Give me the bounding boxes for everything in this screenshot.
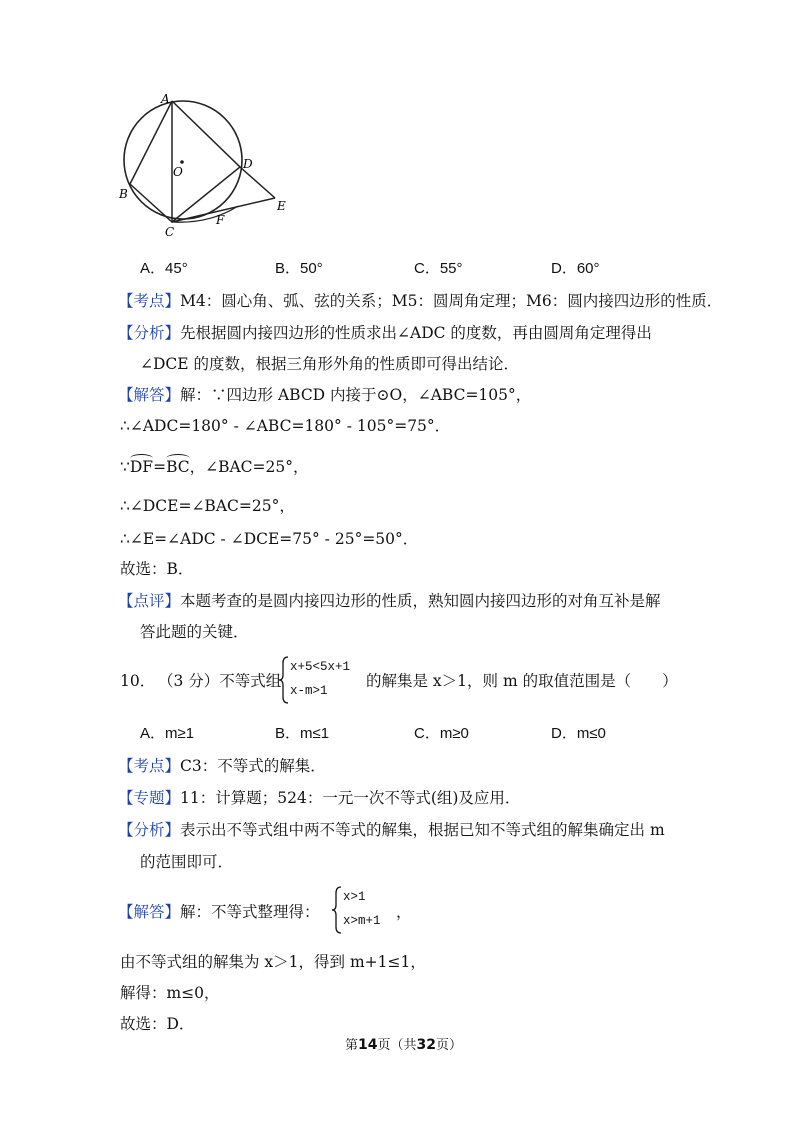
q10-jieda-tag: 【解答】 xyxy=(118,903,181,921)
label-f: F xyxy=(216,213,225,227)
footer-mid: 页（共 xyxy=(377,1038,417,1053)
q10-fenxi xyxy=(118,818,665,840)
q10-fenxi-line1: 表示出不等式组中两不等式的解集，根据已知不等式组的解集确定出 m xyxy=(180,821,665,839)
q10-fenxi-line2: 的范围即可． xyxy=(140,853,234,871)
q10-fenxi-tag: 【分析】 xyxy=(118,821,181,839)
q9-jieda xyxy=(118,383,531,405)
q10-kaodian-text: C3：不等式的解集． xyxy=(180,757,326,775)
label-b: B xyxy=(119,187,128,201)
q9-step1: ∴∠ADC=180° - ∠ABC=180° - 105°=75°． xyxy=(120,417,451,435)
sys-line1: x+5<5x+1 xyxy=(290,660,351,674)
zhuanti-tag: 【专题】 xyxy=(118,789,181,807)
q9-fenxi-line2: ∠DCE 的度数，根据三角形外角的性质即可得出结论． xyxy=(140,355,520,373)
dianping-line1: 本题考查的是圆内接四边形的性质，熟知圆内接四边形的对角互补是解 xyxy=(180,592,661,610)
q9-step2 xyxy=(120,455,309,477)
step2-suffix: ，∠BAC=25°， xyxy=(189,458,309,476)
footer-page: 14 xyxy=(358,1037,378,1053)
q10-kaodian xyxy=(118,754,326,776)
equals: = xyxy=(153,458,167,476)
jieda-sys-line1: x>1 xyxy=(343,890,366,904)
q10-option-d: D．m≤0 xyxy=(551,725,606,742)
label-o: O xyxy=(173,165,183,179)
q10-zhuanti xyxy=(118,786,520,808)
q9-option-a: A．45° xyxy=(140,260,188,277)
arc-bc: BC xyxy=(166,458,190,476)
arc-df: DF xyxy=(129,458,154,476)
footer-pre: 第 xyxy=(345,1038,359,1053)
page-footer xyxy=(345,1034,462,1053)
q9-dianping xyxy=(118,589,661,611)
q10-step2: 解得：m≤0， xyxy=(120,984,220,1002)
q9-choose: 故选：B． xyxy=(120,560,194,578)
because-symbol: ∵ xyxy=(120,458,130,476)
label-a: A xyxy=(161,92,170,106)
q10-number: 10． xyxy=(120,672,156,690)
q10-after: 的解集是 x＞1，则 m 的取值范围是（ ） xyxy=(366,672,678,690)
kaodian-tag: 【考点】 xyxy=(118,292,181,310)
zhuanti-text: 11：计算题；524：一元一次不等式(组)及应用． xyxy=(180,789,521,807)
dianping-tag: 【点评】 xyxy=(118,592,181,610)
q9-option-d: D．60° xyxy=(551,260,600,277)
q9-option-c: C．55° xyxy=(414,260,463,277)
jieda-text: 解：∵四边形 ABCD 内接于⊙O，∠ABC=105°， xyxy=(180,386,532,404)
jieda-sys-line2: x>m+1 xyxy=(343,914,381,928)
q9-fenxi xyxy=(118,321,652,343)
q10-score: （3 分）不等式组 xyxy=(158,672,282,690)
q9-option-b: B．50° xyxy=(275,260,323,277)
kaodian-text: M4：圆心角、弧、弦的关系；M5：圆周角定理；M6：圆内接四边形的性质． xyxy=(180,292,723,310)
q10-step1: 由不等式组的解集为 x＞1，得到 m+1≤1， xyxy=(120,953,426,971)
fenxi-tag: 【分析】 xyxy=(118,324,181,342)
label-c: C xyxy=(165,225,175,238)
brace-icon xyxy=(331,885,343,935)
q9-step3: ∴∠DCE=∠BAC=25°， xyxy=(120,497,295,515)
q10-jieda-tail: ， xyxy=(396,903,412,921)
line-de xyxy=(240,167,275,198)
q10-inequality-system xyxy=(278,655,368,705)
q10-jieda-text: 解：不等式整理得： xyxy=(180,903,320,921)
fenxi-line1: 先根据圆内接四边形的性质求出∠ADC 的度数，再由圆周角定理得出 xyxy=(180,324,652,342)
q10-option-b: B．m≤1 xyxy=(275,725,330,742)
q9-kaodian xyxy=(118,289,722,311)
q9-step4: ∴∠E=∠ADC - ∠DCE=75° - 25°=50°． xyxy=(120,530,419,548)
brace-icon xyxy=(278,655,290,705)
q10-jieda xyxy=(118,900,320,922)
center-dot xyxy=(180,160,184,164)
label-e: E xyxy=(277,199,286,213)
jieda-tag: 【解答】 xyxy=(118,386,181,404)
q9-dianping-line2: 答此题的关键． xyxy=(140,623,249,641)
footer-post: 页） xyxy=(436,1038,463,1053)
footer-total: 32 xyxy=(416,1037,436,1053)
q10-choose: 故选：D． xyxy=(120,1015,195,1033)
q10-option-c: C．m≥0 xyxy=(414,725,469,742)
sys-line2: x-m>1 xyxy=(290,684,328,698)
q10-kaodian-tag: 【考点】 xyxy=(118,757,181,775)
circle-figure xyxy=(110,88,310,238)
q10-option-a: A．m≥1 xyxy=(140,725,195,742)
label-d: D xyxy=(243,157,253,171)
